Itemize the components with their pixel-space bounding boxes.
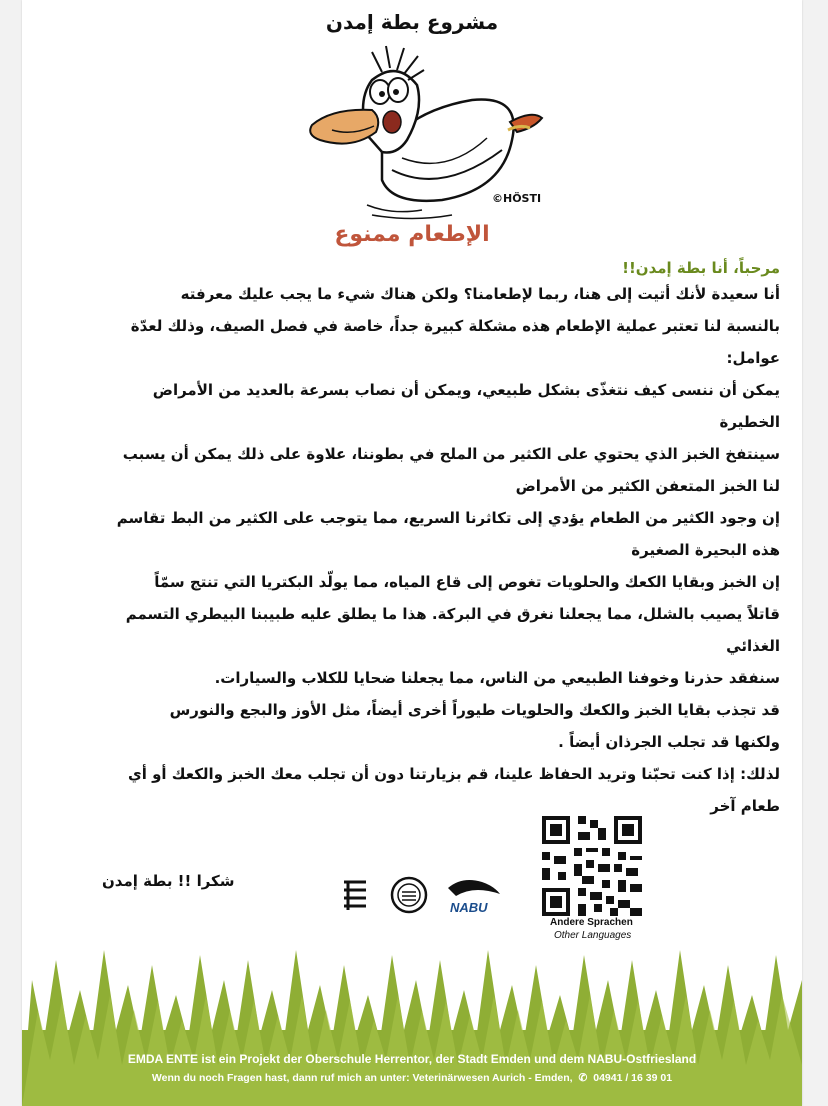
body-line: هذه البحيرة الصغيرة bbox=[631, 541, 780, 559]
body-line: الخطيرة bbox=[719, 413, 780, 431]
footer-contact-line bbox=[22, 1072, 802, 1084]
nabu-logo-text: NABU bbox=[450, 900, 488, 915]
wave-logo-icon bbox=[340, 878, 370, 914]
flyer-page bbox=[22, 0, 802, 1106]
body-line: لذلك: إذا كنت تحبّنا وتريد الحفاظ علينا، قم بزيارتنا دون أن تجلب معك الخبز والكعك أو أي bbox=[127, 765, 780, 783]
body-line: بالنسبة لنا تعتبر عملية الإطعام هذه مشكلة كبيرة جداً، خاصة في فصل الصيف، وذلك لعدّة bbox=[130, 317, 780, 335]
body-line: عوامل: bbox=[726, 349, 780, 367]
phone-icon: ✆ bbox=[578, 1072, 588, 1084]
greeting: مرحباً، أنا بطة إمدن!! bbox=[622, 259, 780, 277]
thanks-text: شكرا !! بطة إمدن bbox=[102, 872, 235, 890]
body-line: إن الخبز وبقايا الكعك والحلويات تغوص إلى قاع المياه، مما يولّد البكتريا التي تنتج سمّاً bbox=[154, 573, 780, 591]
body-line: الغذائي bbox=[726, 637, 780, 655]
page-title: مشروع بطة إمدن bbox=[325, 10, 499, 34]
qr-label-en: Other Languages bbox=[554, 930, 632, 941]
footer-phone[interactable]: 04941 / 16 39 01 bbox=[593, 1072, 673, 1084]
subtitle: الإطعام ممنوع bbox=[334, 222, 490, 247]
body-text bbox=[80, 278, 780, 822]
qr-label-de: Andere Sprachen bbox=[550, 917, 633, 928]
body-line: يمكن أن ننسى كيف نتغذّى بشكل طبيعي، ويمكن أن نصاب بسرعة بالعديد من الأمراض bbox=[152, 381, 780, 399]
duck-illustration bbox=[272, 40, 592, 220]
footer-project-line: EMDA ENTE ist ein Projekt der Oberschule Herrentor, der Stadt Emden und dem NABU-Ostfriesland bbox=[127, 1052, 697, 1066]
illustration-copyright: ©HÖSTI bbox=[492, 192, 542, 205]
body-line: سنفقد حذرنا وخوفنا الطبيعي من الناس، مما يجعلنا ضحايا للكلاب والسيارات. bbox=[214, 669, 780, 687]
body-line: طعام آخر bbox=[710, 797, 780, 815]
body-line: سينتفخ الخبز الذي يحتوي على الكثير من الملح في بطوننا، علاوة على ذلك يمكن أن يسبب bbox=[122, 445, 780, 463]
body-line: إن وجود الكثير من الطعام يؤدي إلى تكاثرنا السريع، مما يتوجب على الكثير من البط تقاسم bbox=[116, 509, 780, 527]
body-line: قاتلاً يصيب بالشلل، مما يجعلنا نغرق في البركة. هذا ما يطلق عليه طبيبنا البيطري التسمم bbox=[125, 605, 780, 623]
body-line: قد تجذب بقايا الخبز والكعك والحلويات طيوراً أخرى أيضاً، مثل الأوز والبجع والنورس bbox=[169, 701, 780, 719]
footer-contact-text: Wenn du noch Fragen hast, dann ruf mich an unter: Veterinärwesen Aurich - Emden, bbox=[151, 1072, 573, 1084]
body-line: أنا سعيدة لأنك أتيت إلى هنا، ربما لإطعامنا؟ ولكن هناك شيء ما يجب عليك معرفته bbox=[180, 285, 780, 303]
circle-seal-logo-icon bbox=[390, 876, 428, 914]
body-line: لنا الخبز المتعفن الكثير من الأمراض bbox=[515, 477, 780, 495]
qr-code[interactable] bbox=[542, 816, 642, 916]
body-line: ولكنها قد تجلب الجرذان أيضاً . bbox=[558, 733, 780, 751]
